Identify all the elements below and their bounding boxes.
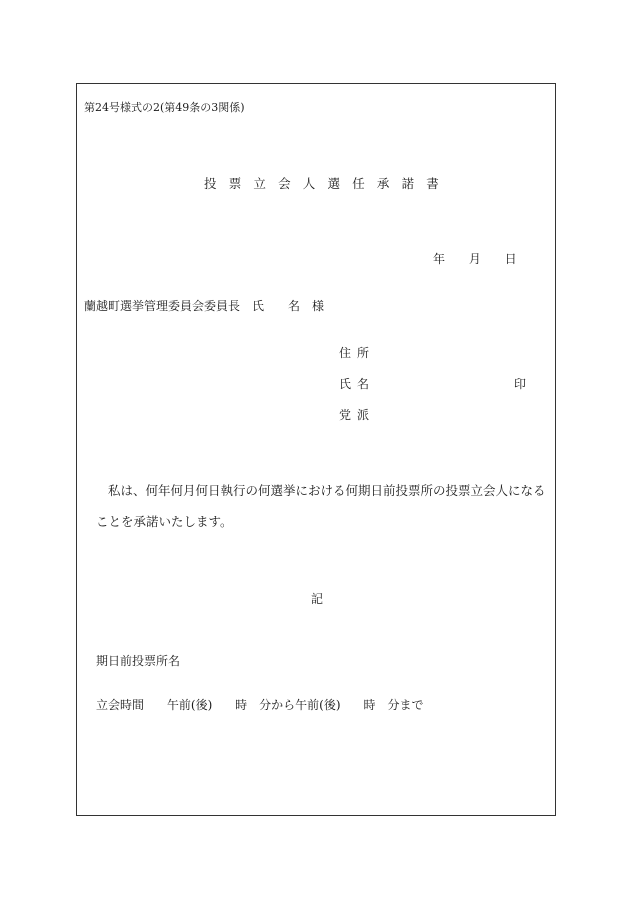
hours-text-2: 時 分まで <box>363 698 424 712</box>
name-label: 氏名 <box>339 377 376 391</box>
hours-text-1: 時 分から午前(後) <box>235 698 341 712</box>
form-frame <box>76 83 556 816</box>
date-line: 年 月 日 <box>433 252 517 266</box>
addressee: 蘭越町選挙管理委員会委員長 氏 名 様 <box>84 299 325 313</box>
party-label: 党派 <box>339 408 376 422</box>
body-text-line-1: 私は、何年何月何日執行の何選挙における何期日前投票所の投票立会人になる <box>108 483 546 498</box>
attendance-hours-row <box>96 698 423 712</box>
form-number: 第24号様式の2(第49条の3関係) <box>84 101 245 114</box>
am-pm-option-1: 午前(後) <box>166 698 213 712</box>
attendance-hours-label: 立会時間 <box>96 698 145 712</box>
document-title: 投票立会人選任承諾書 <box>204 176 452 191</box>
ki-heading: 記 <box>311 592 324 606</box>
address-label: 住所 <box>339 346 376 360</box>
body-text-line-2: ことを承諾いたします。 <box>96 514 233 529</box>
seal-mark: 印 <box>514 377 527 391</box>
voting-station-label: 期日前投票所名 <box>96 654 181 668</box>
